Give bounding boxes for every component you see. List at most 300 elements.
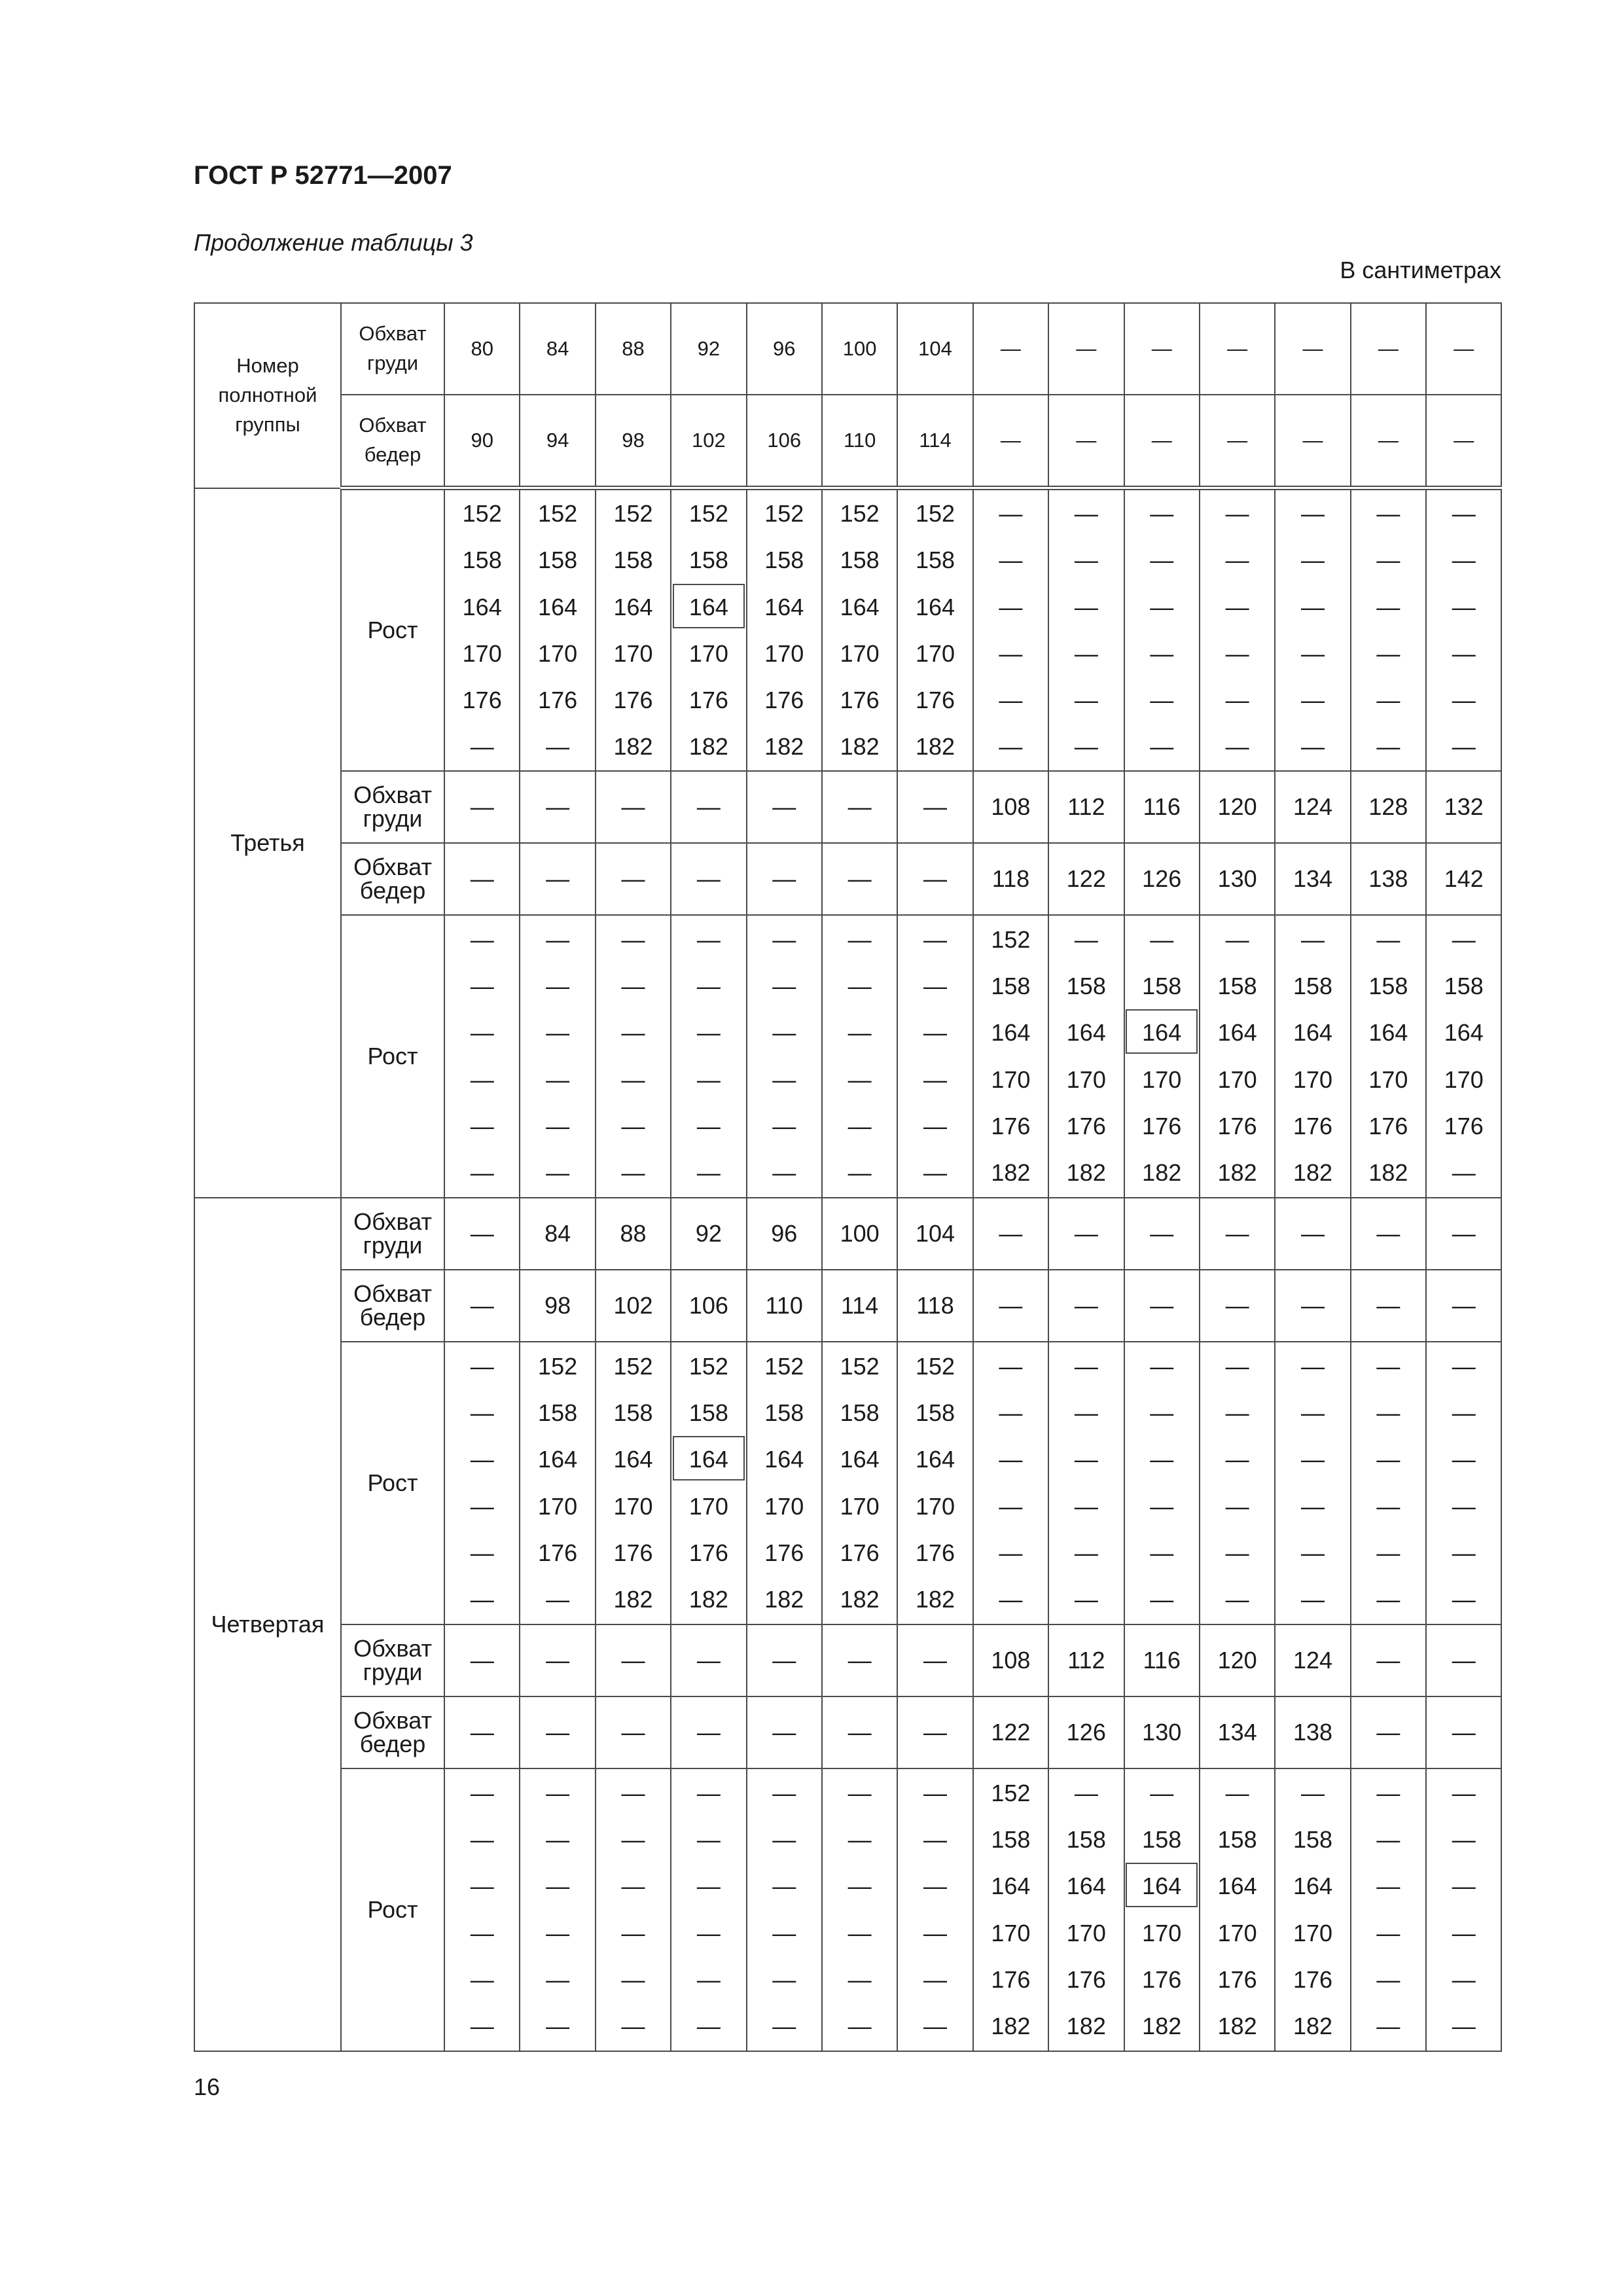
height-value: —: [1452, 1492, 1476, 1520]
height-value: —: [1225, 639, 1249, 667]
table-cell: 126: [1048, 1696, 1124, 1768]
height-value: 176: [538, 1539, 578, 1566]
height-value: —: [999, 1585, 1023, 1613]
height-value: —: [1452, 1826, 1476, 1854]
table-row: [194, 1696, 1501, 1768]
table-cell: 112: [1048, 1624, 1124, 1696]
height-value: —: [1150, 500, 1174, 528]
table-cell: —: [671, 771, 746, 843]
height-value: 176: [613, 686, 653, 713]
height-value: —: [1225, 547, 1249, 574]
table-cell: —: [671, 1624, 746, 1696]
table-cell: 130: [1200, 843, 1275, 915]
table-cell: —: [897, 843, 972, 915]
height-value: 176: [916, 686, 955, 713]
height-value: —: [923, 1158, 948, 1186]
height-values-cell: [596, 1342, 671, 1624]
height-value: —: [1150, 1399, 1174, 1427]
height-label: Рост: [341, 915, 444, 1198]
height-value: 158: [991, 973, 1031, 1000]
table-cell: 84: [520, 1198, 595, 1270]
height-values-cell: [1275, 1342, 1350, 1624]
boxed-height-value: [1125, 1009, 1199, 1056]
height-value: —: [1074, 547, 1098, 574]
height-values-cell: [671, 488, 746, 771]
table-cell: —: [520, 1624, 595, 1696]
height-value: 158: [462, 547, 502, 574]
height-values-cell: [444, 915, 520, 1198]
height-value: 176: [1293, 1965, 1333, 1993]
height-value: 182: [1217, 2012, 1257, 2039]
height-value: 158: [764, 547, 804, 574]
height-value: —: [470, 1585, 494, 1613]
table-cell: 96: [747, 303, 822, 395]
height-value: —: [772, 1019, 796, 1047]
height-value: —: [1300, 1492, 1325, 1520]
height-value: —: [1376, 1446, 1400, 1473]
table-cell: 138: [1275, 1696, 1350, 1768]
height-value: —: [621, 1019, 645, 1047]
height-value: 158: [1142, 1826, 1182, 1854]
height-value: —: [1150, 547, 1174, 574]
height-value: 176: [764, 686, 804, 713]
height-value: 152: [840, 500, 880, 528]
chest-label: Обхват груди: [341, 1624, 444, 1696]
height-values-cell: [1200, 488, 1275, 771]
height-value: 164: [991, 1873, 1031, 1900]
table-cell: —: [444, 1270, 520, 1342]
height-value: —: [470, 973, 494, 1000]
table-cell: —: [747, 1624, 822, 1696]
table-row: [194, 1768, 1501, 2051]
height-value: —: [1452, 686, 1476, 713]
height-value: —: [772, 973, 796, 1000]
height-value: 164: [613, 593, 653, 620]
height-value: —: [923, 1873, 948, 1900]
height-value: —: [621, 1965, 645, 1993]
table-cell: 118: [973, 843, 1048, 915]
table-cell: 118: [897, 1270, 972, 1342]
hips-label: Обхват бедер: [341, 843, 444, 915]
height-values-cell: [747, 1768, 822, 2051]
height-value: 170: [688, 1492, 728, 1520]
height-value: —: [1300, 1446, 1325, 1473]
height-values-cell: [897, 488, 972, 771]
height-value: 176: [916, 1539, 955, 1566]
height-label: Рост: [341, 1768, 444, 2051]
height-value: 164: [1217, 1873, 1257, 1900]
height-values-cell: [520, 1768, 595, 2051]
table-continuation-caption: Продолжение таблицы 3: [194, 229, 473, 256]
height-value: —: [1452, 593, 1476, 620]
table-cell: —: [1200, 303, 1275, 395]
height-value: 158: [840, 1399, 880, 1427]
table-cell: —: [1426, 1198, 1501, 1270]
height-value: —: [621, 1826, 645, 1854]
height-values-cell: [822, 1342, 897, 1624]
height-value: —: [1150, 1539, 1174, 1566]
table-row: [194, 1624, 1501, 1696]
height-value: 158: [613, 1399, 653, 1427]
height-value: 182: [916, 733, 955, 761]
height-value: —: [1074, 1399, 1098, 1427]
height-value: —: [847, 1112, 872, 1139]
height-value: —: [999, 733, 1023, 761]
table-cell: 92: [671, 303, 746, 395]
chest-label: Обхват груди: [341, 1198, 444, 1270]
height-value: —: [696, 925, 721, 953]
height-value: —: [1376, 2012, 1400, 2039]
height-value: —: [923, 1826, 948, 1854]
height-values-cell: [1124, 1342, 1200, 1624]
table-cell: —: [1124, 1198, 1200, 1270]
height-value: 158: [688, 547, 728, 574]
height-label: Рост: [341, 1342, 444, 1624]
table-cell: 80: [444, 303, 520, 395]
table-cell: —: [444, 1624, 520, 1696]
table-cell: —: [973, 395, 1048, 488]
boxed-value: 164: [673, 584, 745, 628]
table-cell: —: [1275, 303, 1350, 395]
table-cell: —: [444, 1696, 520, 1768]
height-value: 182: [840, 1585, 880, 1613]
height-value: —: [923, 1112, 948, 1139]
table-cell: —: [1124, 1270, 1200, 1342]
table-cell: 104: [897, 1198, 972, 1270]
height-value: —: [1300, 1352, 1325, 1380]
height-value: —: [1225, 925, 1249, 953]
height-value: 170: [538, 1492, 578, 1520]
height-value: —: [1150, 925, 1174, 953]
table-cell: 110: [822, 395, 897, 488]
height-value: 182: [1293, 2012, 1333, 2039]
height-value: —: [1300, 1539, 1325, 1566]
height-values-cell: [973, 488, 1048, 771]
height-label: Рост: [341, 488, 444, 771]
height-value: —: [1300, 733, 1325, 761]
height-value: —: [999, 500, 1023, 528]
height-value: —: [1074, 593, 1098, 620]
height-value: —: [847, 2012, 872, 2039]
height-value: 158: [1293, 1826, 1333, 1854]
table-cell: 124: [1275, 1624, 1350, 1696]
height-value: 152: [764, 1352, 804, 1380]
table-cell: —: [1275, 395, 1350, 488]
height-value: —: [999, 639, 1023, 667]
height-value: 182: [613, 1585, 653, 1613]
height-value: —: [1225, 733, 1249, 761]
height-value: —: [621, 2012, 645, 2039]
height-value: 152: [688, 500, 728, 528]
chest-label: Обхват груди: [341, 771, 444, 843]
height-value: —: [1452, 1399, 1476, 1427]
table-cell: 142: [1426, 843, 1501, 915]
height-value: —: [1150, 1779, 1174, 1806]
hips-label: Обхват бедер: [341, 1696, 444, 1768]
height-value: —: [1150, 1446, 1174, 1473]
height-values-cell: [1048, 915, 1124, 1198]
height-value: —: [923, 1779, 948, 1806]
height-value: 170: [916, 639, 955, 667]
height-values-cell: [822, 488, 897, 771]
height-value: —: [696, 1158, 721, 1186]
height-values-cell: [1048, 488, 1124, 771]
table-cell: —: [444, 843, 520, 915]
height-value: —: [772, 1066, 796, 1093]
height-value: —: [1376, 925, 1400, 953]
height-value: —: [772, 1826, 796, 1854]
table-cell: —: [1275, 1198, 1350, 1270]
height-value: 176: [1142, 1112, 1182, 1139]
height-values-cell: [1275, 1768, 1350, 2051]
table-cell: —: [1426, 1696, 1501, 1768]
height-value: —: [999, 1399, 1023, 1427]
height-value: —: [1452, 1585, 1476, 1613]
height-value: 182: [764, 1585, 804, 1613]
table-cell: 94: [520, 395, 595, 488]
height-value: 158: [1066, 1826, 1106, 1854]
table-cell: 92: [671, 1198, 746, 1270]
document-header: ГОСТ Р 52771—2007: [194, 161, 452, 190]
table-cell: 102: [596, 1270, 671, 1342]
height-value: —: [772, 1158, 796, 1186]
height-value: —: [772, 1873, 796, 1900]
height-value: —: [696, 1779, 721, 1806]
height-value: —: [1150, 1585, 1174, 1613]
height-values-cell: [1351, 915, 1426, 1198]
height-values-cell: [1351, 1342, 1426, 1624]
height-value: —: [999, 593, 1023, 620]
table-cell: 120: [1200, 771, 1275, 843]
height-value: —: [546, 973, 570, 1000]
table-cell: 106: [747, 395, 822, 488]
height-value: 182: [916, 1585, 955, 1613]
height-value: —: [546, 2012, 570, 2039]
table-row: [194, 1270, 1501, 1342]
height-value: 170: [916, 1492, 955, 1520]
height-value: —: [1376, 1352, 1400, 1380]
height-value: —: [1452, 1779, 1476, 1806]
height-value: 164: [764, 593, 804, 620]
height-values-cell: [1426, 488, 1501, 771]
height-value: —: [772, 1965, 796, 1993]
table-cell: 88: [596, 1198, 671, 1270]
height-values-cell: [897, 915, 972, 1198]
height-value: 182: [688, 733, 728, 761]
height-values-cell: [822, 1768, 897, 2051]
table-cell: 122: [1048, 843, 1124, 915]
height-value: 158: [1217, 973, 1257, 1000]
height-value: 170: [462, 639, 502, 667]
table-cell: 120: [1200, 1624, 1275, 1696]
height-value: 176: [538, 686, 578, 713]
height-value: —: [696, 1919, 721, 1946]
table-cell: —: [973, 1270, 1048, 1342]
height-value: —: [1225, 1446, 1249, 1473]
height-values-cell: [1124, 1768, 1200, 2051]
height-value: 158: [1217, 1826, 1257, 1854]
height-values-cell: [747, 1342, 822, 1624]
table-cell: —: [1351, 1696, 1426, 1768]
height-value: —: [1376, 593, 1400, 620]
height-value: 170: [1066, 1066, 1106, 1093]
height-value: —: [1074, 639, 1098, 667]
height-value: —: [1376, 547, 1400, 574]
height-value: 176: [1368, 1112, 1408, 1139]
height-value: —: [772, 1112, 796, 1139]
page-number: 16: [194, 2073, 221, 2100]
height-value: —: [696, 973, 721, 1000]
table-cell: —: [1275, 1270, 1350, 1342]
height-value: 158: [538, 547, 578, 574]
height-value: —: [1452, 733, 1476, 761]
table-cell: 96: [747, 1198, 822, 1270]
height-values-cell: [1200, 1768, 1275, 2051]
group-number-header: Номер полнотной группы: [194, 303, 341, 488]
table-cell: —: [1351, 1270, 1426, 1342]
height-value: —: [1300, 925, 1325, 953]
height-value: —: [1452, 2012, 1476, 2039]
height-value: —: [470, 1352, 494, 1380]
height-value: —: [1074, 500, 1098, 528]
height-values-cell: [1200, 915, 1275, 1198]
height-value: —: [1225, 686, 1249, 713]
height-value: —: [1452, 1352, 1476, 1380]
height-value: 158: [1066, 973, 1106, 1000]
table-cell: 110: [747, 1270, 822, 1342]
height-value: —: [696, 1112, 721, 1139]
boxed-height-value: [1125, 1863, 1199, 1909]
height-value: 170: [613, 639, 653, 667]
height-value: 158: [991, 1826, 1031, 1854]
height-value: —: [999, 1539, 1023, 1566]
height-value: —: [546, 733, 570, 761]
table-cell: 122: [973, 1696, 1048, 1768]
table-cell: —: [444, 771, 520, 843]
height-value: —: [696, 1873, 721, 1900]
height-value: —: [1452, 500, 1476, 528]
height-value: —: [1225, 1399, 1249, 1427]
table-row: [194, 915, 1501, 1198]
height-value: 176: [1066, 1112, 1106, 1139]
height-values-cell: [822, 915, 897, 1198]
height-value: —: [1150, 1352, 1174, 1380]
table-cell: 90: [444, 395, 520, 488]
group-name-cell: Четвертая: [194, 1198, 341, 2051]
height-value: 182: [1293, 1158, 1333, 1186]
height-value: 164: [991, 1019, 1031, 1047]
height-values-cell: [1048, 1342, 1124, 1624]
table-cell: —: [1351, 395, 1426, 488]
height-value: —: [1074, 1779, 1098, 1806]
height-value: —: [470, 1965, 494, 1993]
height-value: —: [999, 1352, 1023, 1380]
height-value: —: [621, 1919, 645, 1946]
table-cell: 98: [596, 395, 671, 488]
table-row: [194, 488, 1501, 771]
height-value: 158: [613, 547, 653, 574]
height-value: —: [1300, 639, 1325, 667]
height-value: 170: [688, 639, 728, 667]
table-cell: —: [1426, 303, 1501, 395]
height-value: 164: [1066, 1873, 1106, 1900]
height-value: —: [1376, 1585, 1400, 1613]
height-value: 152: [462, 500, 502, 528]
hips-label: Обхват бедер: [341, 1270, 444, 1342]
height-value: 164: [462, 593, 502, 620]
height-value: —: [1225, 1779, 1249, 1806]
height-value: —: [1074, 925, 1098, 953]
height-value: —: [1452, 1919, 1476, 1946]
boxed-height-value: [671, 584, 745, 630]
table-cell: —: [444, 1198, 520, 1270]
height-value: —: [1225, 1539, 1249, 1566]
height-value: —: [1376, 1539, 1400, 1566]
height-value: 182: [1066, 1158, 1106, 1186]
table-cell: 112: [1048, 771, 1124, 843]
height-value: 158: [840, 547, 880, 574]
height-value: 170: [840, 639, 880, 667]
height-value: —: [621, 973, 645, 1000]
height-value: 164: [764, 1446, 804, 1473]
height-value: 164: [1368, 1019, 1408, 1047]
table-cell: —: [1200, 1270, 1275, 1342]
height-value: —: [1300, 593, 1325, 620]
height-values-cell: [973, 915, 1048, 1198]
height-value: —: [1452, 1446, 1476, 1473]
table-cell: —: [973, 1198, 1048, 1270]
table-cell: —: [822, 771, 897, 843]
height-value: —: [847, 1066, 872, 1093]
height-value: —: [546, 925, 570, 953]
height-value: 182: [1217, 1158, 1257, 1186]
hips-label: Обхват бедер: [341, 395, 444, 488]
table-cell: —: [747, 1696, 822, 1768]
height-value: —: [696, 1066, 721, 1093]
height-value: 152: [538, 500, 578, 528]
height-values-cell: [520, 915, 595, 1198]
height-value: 164: [1217, 1019, 1257, 1047]
height-value: —: [847, 1019, 872, 1047]
height-value: 158: [916, 1399, 955, 1427]
height-value: —: [1074, 1585, 1098, 1613]
height-value: 176: [991, 1112, 1031, 1139]
height-value: —: [696, 1826, 721, 1854]
table-cell: 138: [1351, 843, 1426, 915]
table-cell: 106: [671, 1270, 746, 1342]
height-value: 176: [1217, 1112, 1257, 1139]
height-value: 152: [538, 1352, 578, 1380]
height-value: —: [1074, 1539, 1098, 1566]
height-value: 170: [991, 1919, 1031, 1946]
table-cell: 84: [520, 303, 595, 395]
height-value: —: [546, 1873, 570, 1900]
height-value: 182: [1142, 1158, 1182, 1186]
height-value: —: [546, 1066, 570, 1093]
height-value: —: [772, 1919, 796, 1946]
height-value: 182: [1142, 2012, 1182, 2039]
height-value: 158: [916, 547, 955, 574]
table-cell: —: [671, 843, 746, 915]
height-value: —: [1225, 593, 1249, 620]
height-value: —: [999, 547, 1023, 574]
height-values-cell: [1200, 1342, 1275, 1624]
table-cell: 128: [1351, 771, 1426, 843]
height-value: —: [923, 1019, 948, 1047]
height-value: 158: [1293, 973, 1333, 1000]
table-cell: —: [596, 771, 671, 843]
height-value: —: [621, 1112, 645, 1139]
